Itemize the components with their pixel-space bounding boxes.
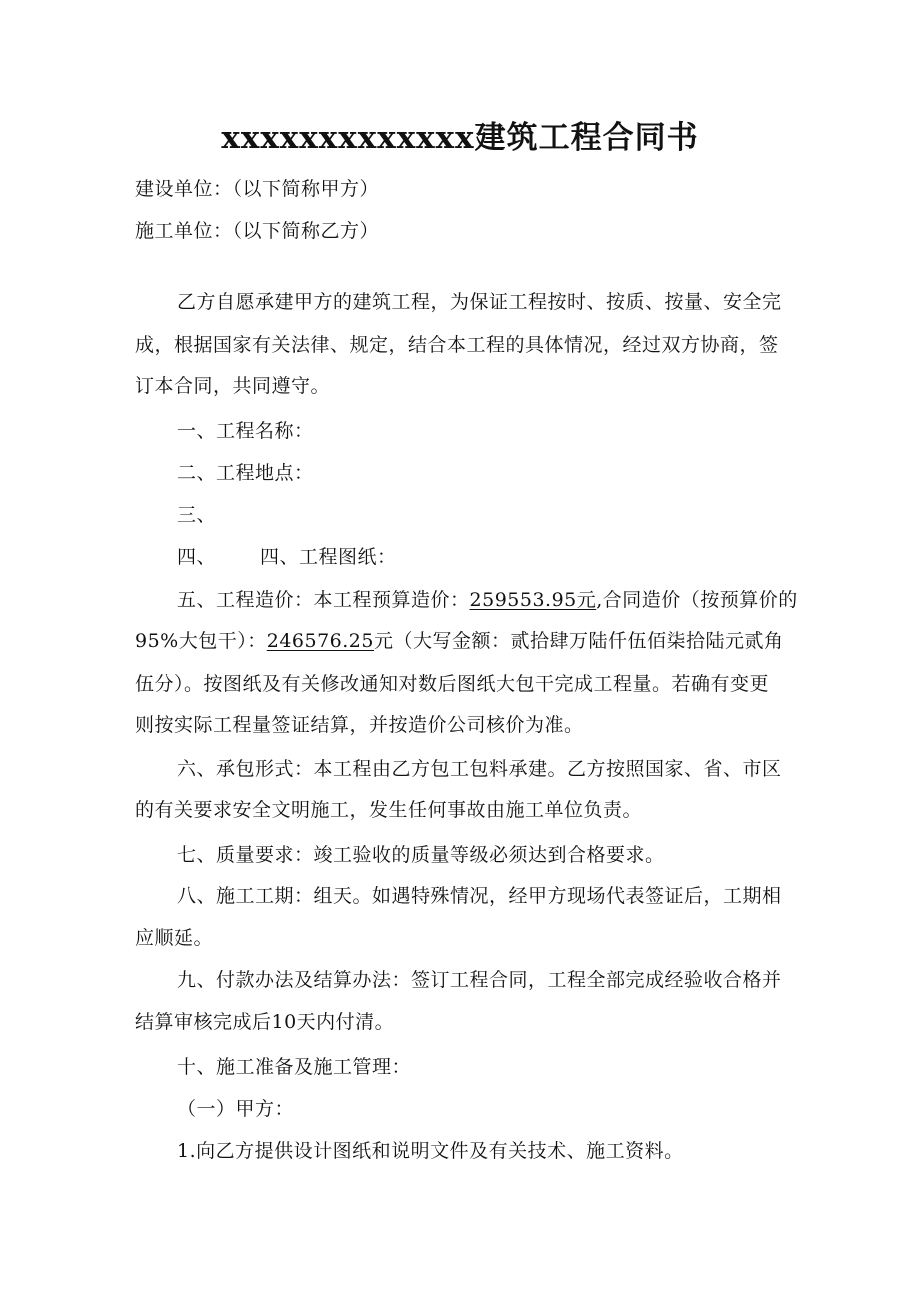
document-title: xxxxxxxxxxxxx建筑工程合同书: [221, 120, 699, 156]
clause-5-line-3: 伍分）。按图纸及有关修改通知对数后图纸大包干完成工程量。若确有变更: [135, 673, 770, 695]
clause-5-line-2: [135, 629, 784, 653]
clause-7: 七、质量要求：竣工验收的质量等级必须达到合格要求。: [177, 844, 665, 866]
intro-line-1: 乙方自愿承建甲方的建筑工程，为保证工程按时、按质、按量、安全完: [177, 291, 782, 313]
clause-6-line-1: 六、承包形式：本工程由乙方包工包料承建。乙方按照国家、省、市区: [177, 758, 782, 780]
clause-5-line-1: [177, 588, 798, 612]
clause-5-amount-words: 元（大写金额：贰拾肆万陆仟伍佰柒拾陆元贰角: [373, 630, 784, 652]
clause-9-line-1: 九、付款办法及结算办法：签订工程合同，工程全部完成经验收合格并: [177, 969, 782, 991]
clause-5-line-4: 则按实际工程量签证结算，并按造价公司核价为准。: [135, 714, 584, 736]
clause-4: [177, 545, 397, 569]
clause-2: 二、工程地点：: [177, 462, 314, 484]
clause-10-sub-1: （一）甲方：: [177, 1098, 295, 1120]
budget-amount: 259553.95元: [469, 589, 597, 611]
clause-5-ratio: 95%大包干）：: [135, 630, 267, 652]
client-line: 建设单位：（以下简称甲方）: [135, 178, 380, 200]
clause-1: 一、工程名称：: [177, 420, 314, 442]
clause-4-prefix: 四、: [177, 546, 217, 568]
clause-10-sub-1-item-1: 1.向乙方提供设计图纸和说明文件及有关技术、施工资料。: [177, 1140, 684, 1162]
clause-6-line-2: 的有关要求安全文明施工，发生任何事故由施工单位负责。: [135, 799, 643, 821]
intro-line-3: 订本合同，共同遵守。: [135, 375, 331, 397]
contractor-line: 施工单位：（以下简称乙方）: [135, 220, 380, 242]
clause-5-contract-label: ,合同造价（按预算价的: [596, 589, 798, 611]
clause-9-line-2: 结算审核完成后10天内付清。: [135, 1011, 395, 1033]
clause-5-label: 五、工程造价：本工程预算造价：: [177, 589, 470, 611]
intro-line-2: 成，根据国家有关法律、规定，结合本工程的具体情况，经过双方协商，签: [135, 334, 779, 356]
contract-amount: 246576.25: [266, 630, 374, 652]
clause-10: 十、施工准备及施工管理：: [177, 1056, 412, 1078]
clause-3: 三、: [177, 504, 217, 526]
clause-8-line-2: 应顺延。: [135, 927, 214, 949]
clause-4-text: 四、工程图纸：: [260, 546, 397, 568]
clause-8-line-1: 八、施工工期：组天。如遇特殊情况，经甲方现场代表签证后，工期相: [177, 885, 782, 907]
